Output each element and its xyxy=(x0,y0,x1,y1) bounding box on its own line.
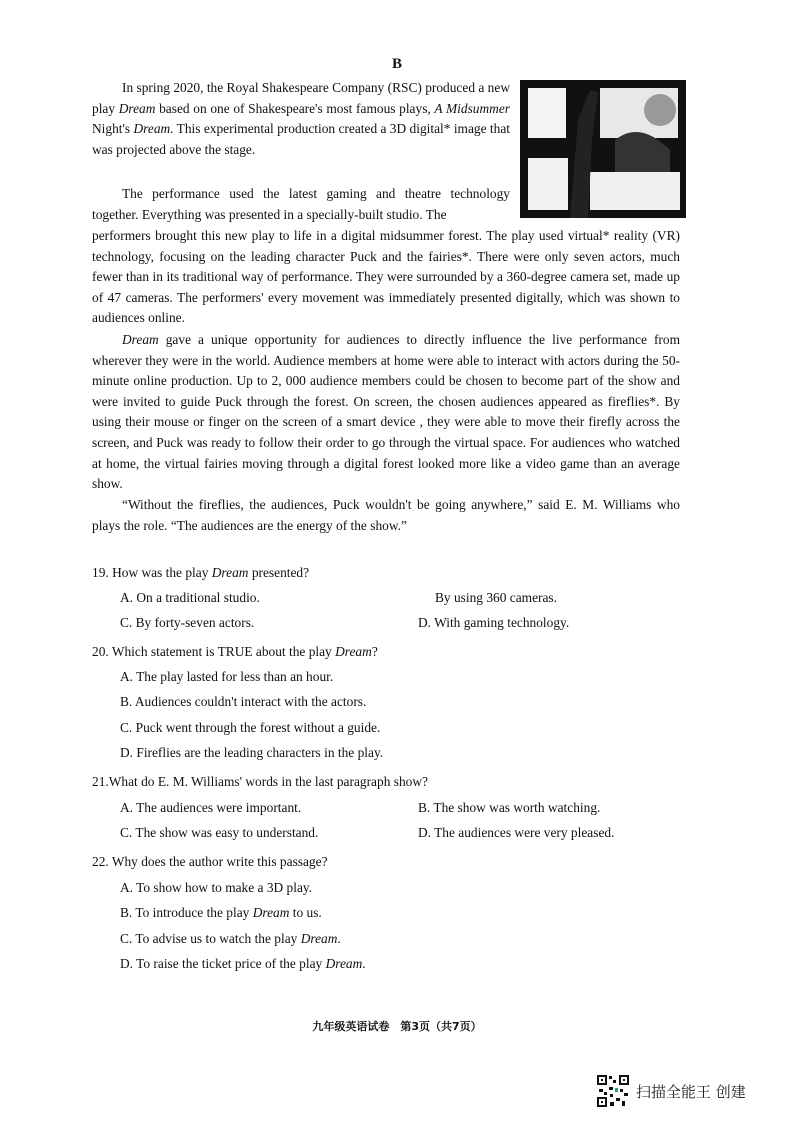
paragraph-2-start: The performance used the latest gaming and theatre technology together. Everything was presented in a specially-built studio. The xyxy=(92,186,510,222)
page-footer: 九年级英语试卷 第3页（共7页） xyxy=(312,1020,482,1033)
play-photo xyxy=(520,80,686,218)
q20-option-c[interactable]: C. Puck went through the forest without a guide. xyxy=(120,720,381,735)
q22-option-b[interactable]: B. To introduce the play Dream to us. xyxy=(120,905,322,920)
q19-option-b[interactable]: By using 360 cameras. xyxy=(435,590,557,605)
q22-option-c[interactable]: C. To advise us to watch the play Dream. xyxy=(120,931,341,946)
q20-option-b[interactable]: B. Audiences couldn't interact with the actors. xyxy=(120,694,367,709)
q22-option-d[interactable]: D. To raise the ticket price of the play Dream. xyxy=(120,956,366,971)
qr-code-icon xyxy=(596,1074,630,1108)
q19-option-a[interactable]: A. On a traditional studio. xyxy=(120,590,260,605)
paragraph-4: “Without the fireflies, the audiences, Puck wouldn't be going anywhere,” said E. M. Williams who plays the role. “The audiences are the energy of the show.” xyxy=(92,497,680,533)
question-21: 21.What do E. M. Williams' words in the last paragraph show? xyxy=(92,774,428,789)
q21-option-d[interactable]: D. The audiences were very pleased. xyxy=(418,825,615,840)
q20-option-d[interactable]: D. Fireflies are the leading characters in the play. xyxy=(120,745,384,760)
q22-option-a[interactable]: A. To show how to make a 3D play. xyxy=(120,880,313,895)
question-19: 19. How was the play Dream presented? xyxy=(92,565,310,580)
q21-option-b[interactable]: B. The show was worth watching. xyxy=(418,800,601,815)
q19-option-d[interactable]: D. With gaming technology. xyxy=(418,615,570,630)
q21-option-a[interactable]: A. The audiences were important. xyxy=(120,800,302,815)
paragraph-2-end: performers brought this new play to life in a digital midsummer forest. The play used virtual* reality (VR) technology, focusing on the leading character Puck and the fairies*. There were only seven actors, much fewer than in its traditional way of performance. They were surrounded by a 360-degree camera set, made up of 47 cameras. The performers' every movement was immediately presented digitally, which was shown to audiences online. xyxy=(92,228,680,326)
paragraph-3: Dream gave a unique opportunity for audiences to directly influence the live performance from wherever they were in the world. Audience members at home were able to interact with actors during the 50-minute online production. Up to 2, 000 audience members could be chosen to become part of the show and were invited to guide Puck through the forest. On screen, the chosen audiences appeared as fireflies*. By using their mouse or finger on the screen of a smart device , they were able to move their firefly across the screen, and Puck was ready to follow their order to go through the virtual space. For audiences who watched at home, the virtual fairies moving through a digital forest looked more like a video game than an average show. xyxy=(92,332,680,492)
section-heading: B xyxy=(391,56,402,72)
q19-option-c[interactable]: C. By forty-seven actors. xyxy=(120,615,255,630)
q20-option-a[interactable]: A. The play lasted for less than an hour. xyxy=(120,669,334,684)
watermark-text: 扫描全能王 创建 xyxy=(636,1082,746,1101)
question-22: 22. Why does the author write this passage? xyxy=(92,854,328,869)
paragraph-1: In spring 2020, the Royal Shakespeare Company (RSC) produced a new play Dream based on one of Shakespeare's most famous plays, A Midsummer Night's Dream. This experimental production created a 3D digital* image that was projected above the stage. xyxy=(92,80,510,157)
scanner-watermark xyxy=(596,1074,746,1108)
q21-option-c[interactable]: C. The show was easy to understand. xyxy=(120,825,319,840)
question-20: 20. Which statement is TRUE about the play Dream? xyxy=(92,644,378,659)
